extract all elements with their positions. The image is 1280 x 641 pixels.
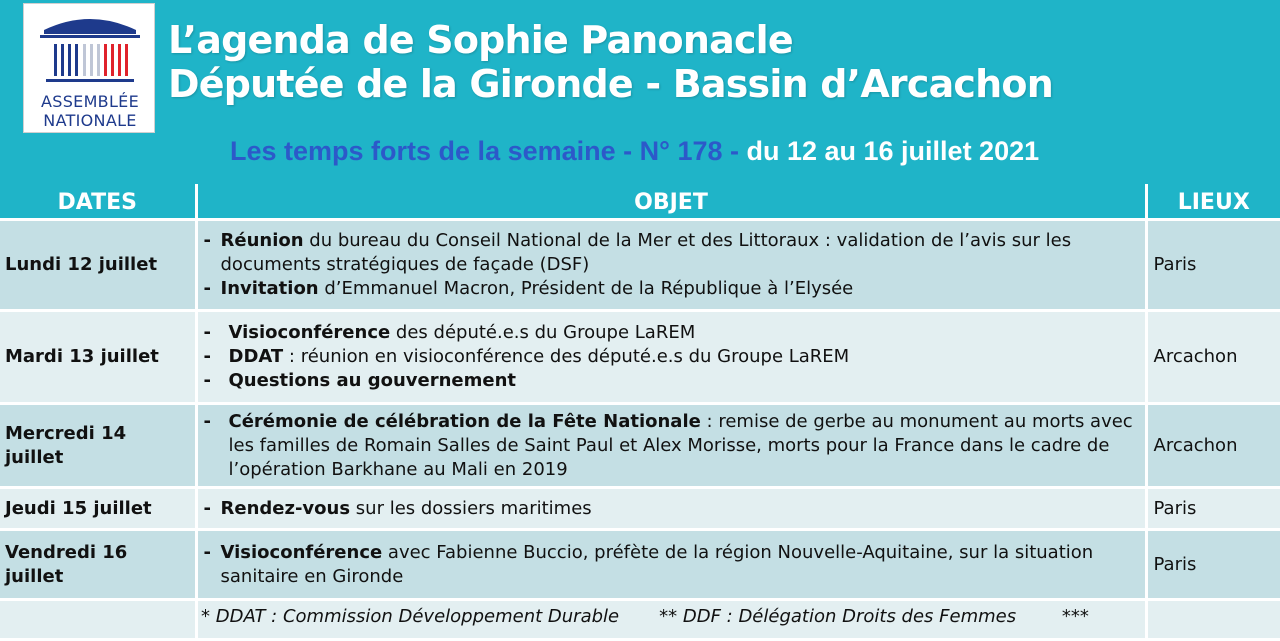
row-objet (196, 530, 1146, 600)
row-lieu-empty (1146, 600, 1280, 640)
table-row (0, 530, 1280, 600)
list-item: - DDAT : réunion en visioconférence des député.e.s du Groupe LaREM (203, 346, 850, 367)
table-row (0, 311, 1280, 404)
row-date: Jeudi 15 juillet (0, 488, 196, 530)
list-item: - Cérémonie de célébration de la Fête Nationale : remise de gerbe au monument au morts avec les familles de Romain Salles de Saint Paul et Alex Morisse, morts pour la France dans le cadre de l’opération Barkhane au Mali en 2019 (203, 410, 1133, 480)
row-lieu: Paris (1146, 530, 1280, 600)
row-lieu: Paris (1146, 488, 1280, 530)
footnote-legend: * DDAT : Commission Développement Durable ** DDF : Délégation Droits des Femmes *** (201, 606, 1089, 627)
agenda-subtitle-role: Députée de la Gironde - Bassin d’Arcachon (168, 62, 1053, 106)
agenda-title: L’agenda de Sophie Panonacle (168, 18, 793, 62)
row-objet (196, 220, 1146, 311)
header-dates: DATES (0, 184, 196, 220)
table-header-row (0, 184, 1280, 220)
list-item: - Questions au gouvernement (203, 370, 516, 391)
week-highlights-label: Les temps forts de la semaine - N° 178 - (230, 136, 747, 166)
list-item: - Invitation d’Emmanuel Macron, Président de la République à l’Elysée (203, 278, 854, 299)
row-date: Mardi 13 juillet (0, 311, 196, 404)
row-objet (196, 404, 1146, 488)
row-lieu: Arcachon (1146, 404, 1280, 488)
list-item: - Visioconférence des député.e.s du Groupe LaREM (203, 322, 696, 343)
table-row (0, 404, 1280, 488)
list-item: - Réunion du bureau du Conseil National de la Mer et des Littoraux : validation de l’avis sur les documents stratégiques de façade (DSF) (203, 230, 1072, 275)
row-objet (196, 488, 1146, 530)
logo-text-line2: NATIONALE (43, 111, 137, 130)
week-highlights-heading (230, 136, 1039, 167)
row-lieu: Arcachon (1146, 311, 1280, 404)
table-row (0, 220, 1280, 311)
row-date: Vendredi 16 juillet (0, 530, 196, 600)
hemicycle-icon (24, 4, 156, 94)
assemblee-nationale-logo (23, 3, 155, 133)
list-item: - Visioconférence avec Fabienne Buccio, préfète de la région Nouvelle-Aquitaine, sur la situation sanitaire en Gironde (203, 541, 1094, 587)
list-item: - Rendez-vous sur les dossiers maritimes (203, 497, 592, 519)
header-lieux: LIEUX (1146, 184, 1280, 220)
agenda-table (0, 184, 1280, 641)
logo-text-line1: ASSEMBLÉE (41, 92, 139, 111)
row-date: Mercredi 14 juillet (0, 404, 196, 488)
header-objet: OBJET (196, 184, 1146, 220)
row-objet (196, 311, 1146, 404)
row-lieu: Paris (1146, 220, 1280, 311)
week-date-range: du 12 au 16 juillet 2021 (746, 136, 1040, 166)
row-date: Lundi 12 juillet (0, 220, 196, 311)
table-row (0, 488, 1280, 530)
row-date-empty (0, 600, 196, 640)
